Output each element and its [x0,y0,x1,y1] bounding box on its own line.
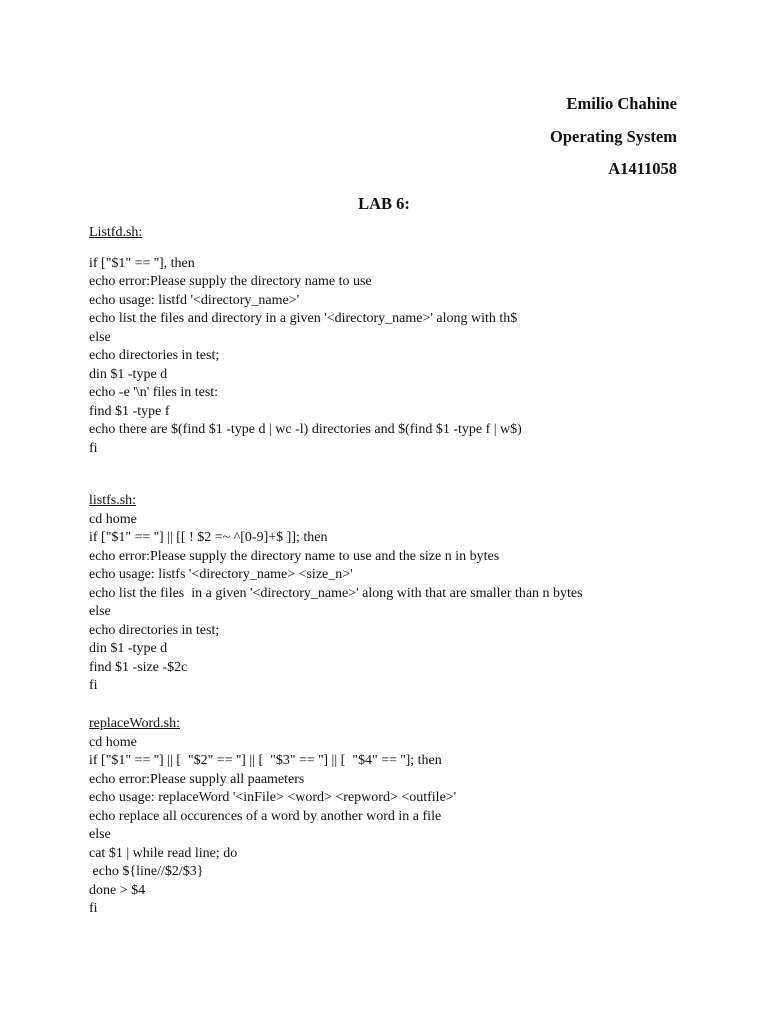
author-name: Emilio Chahine [566,94,677,113]
code-line: else [89,329,111,345]
section-heading: listfs.sh: [89,493,137,508]
code-line: echo usage: listfs '<directory_name> <size_n>' [89,567,353,582]
lab-title: LAB 6: [358,194,410,213]
code-line: cd home [89,511,137,527]
code-line: else [89,827,111,842]
code-line: echo list the files and directory in a given '<directory_name>' along with th$ [89,311,518,326]
script-section-listfs [89,492,583,696]
code-line: fi [89,440,98,456]
code-line: echo list the files in a given '<directory_name>' along with that are smaller than n bytes [89,585,583,601]
section-heading: Listfd.sh: [89,225,143,240]
code-line: find $1 -size -$2c [89,659,188,675]
code-line: echo error:Please supply the directory name to use and the size n in bytes [89,548,500,564]
code-line: echo ${line//$2/$3} [89,864,204,879]
code-line: fi [89,678,98,693]
code-line: if ["$1" == ''] || [ "$2" == ''] || [ "$3" == ''] || [ "$4" == '']; then [89,753,442,768]
code-line: echo directories in test; [89,622,220,638]
code-line: din $1 -type d [89,641,168,656]
code-line: echo -e '\n' files in test: [89,385,219,400]
code-line: else [89,604,111,619]
code-line: cd home [89,734,137,750]
course-name: Operating System [550,127,677,146]
code-line: fi [89,901,98,916]
code-line: echo replace all occurences of a word by another word in a file [89,808,442,824]
code-line: din $1 -type d [89,366,168,382]
code-line: echo error:Please supply all paameters [89,771,305,787]
code-line: if ["$1" == ''], then [89,255,195,271]
code-line: echo usage: listfd '<directory_name>' [89,292,300,308]
student-id: A1411058 [608,159,677,178]
script-section-listfd [89,224,522,458]
code-line: if ["$1" == ''] || [[ ! $2 =~ ^[0-9]+$ ]]; then [89,530,328,545]
code-line: echo usage: replaceWord '<inFile> <word> <repword> <outfile>' [89,790,457,805]
code-line: echo directories in test; [89,348,220,363]
code-line: echo error:Please supply the directory name to use [89,274,372,289]
section-heading: replaceWord.sh: [89,716,180,731]
code-line: find $1 -type f [89,403,170,419]
code-line: echo there are $(find $1 -type d | wc -l) directories and $(find $1 -type f | w$) [89,422,522,437]
code-line: done > $4 [89,882,146,898]
code-line: cat $1 | while read line; do [89,845,238,861]
script-section-replaceword [89,715,456,919]
